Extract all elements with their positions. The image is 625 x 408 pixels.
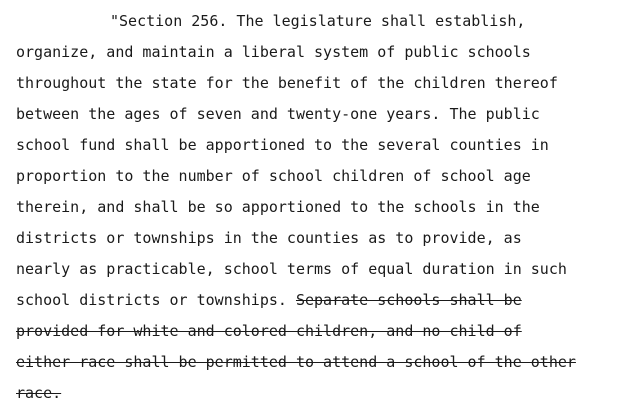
text-line: between the ages of seven and twenty-one years. The public (16, 105, 540, 123)
text-line: "Section 256. The legislature shall establish, (110, 12, 526, 30)
text-line: therein, and shall be so apportioned to the schools in the (16, 198, 540, 216)
text-line: districts or townships in the counties as to provide, as (16, 229, 522, 247)
text-line: organize, and maintain a liberal system of public schools (16, 43, 531, 61)
mixed-text-line (16, 291, 522, 309)
text-segment: school districts or townships. (16, 291, 296, 309)
text-line: school fund shall be apportioned to the several counties in (16, 136, 549, 154)
text-line: proportion to the number of school children of school age (16, 167, 531, 185)
struck-text-line: race. (16, 384, 62, 402)
text-line: throughout the state for the benefit of the children thereof (16, 74, 558, 92)
struck-text-line: provided for white and colored children, and no child of (16, 322, 522, 340)
text-line: nearly as practicable, school terms of equal duration in such (16, 260, 567, 278)
struck-text-line: either race shall be permitted to attend a school of the other (16, 353, 576, 371)
struck-text-segment: Separate schools shall be (295, 291, 522, 309)
